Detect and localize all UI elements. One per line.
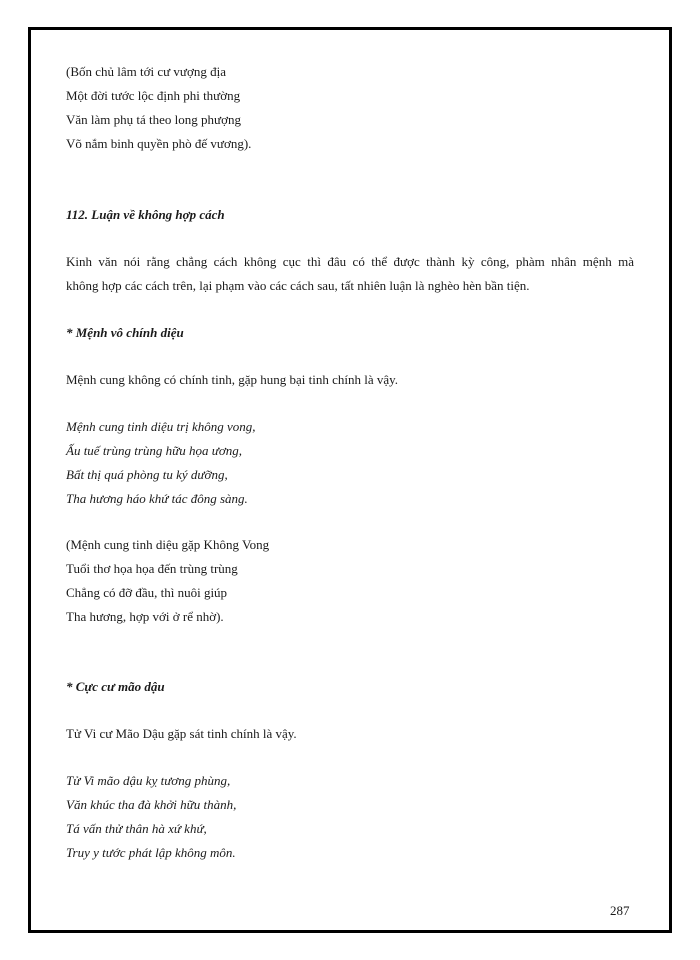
verse-line: Võ nắm binh quyền phò đế vương). bbox=[66, 136, 252, 151]
verse-line: (Bốn chủ lâm tới cư vượng địa bbox=[66, 64, 226, 79]
verse-translation-line: Tuổi thơ họa họa đến trùng trùng bbox=[66, 561, 238, 576]
verse-line: Văn làm phụ tá theo long phượng bbox=[66, 112, 241, 127]
verse-translation-line: Chẳng có đỡ đầu, thì nuôi giúp bbox=[66, 585, 228, 600]
verse-original-line: Mệnh cung tinh diệu trị không vong, bbox=[66, 419, 256, 434]
verse-original-line: Bất thị quá phòng tu ký dưỡng, bbox=[66, 467, 228, 482]
verse-original-line: Văn khúc tha đà khởi hữu thành, bbox=[66, 797, 237, 812]
section-heading: 112. Luận về không hợp cách bbox=[66, 207, 225, 222]
verse-line: Một đời tước lộc định phi thường bbox=[66, 88, 241, 103]
subsection-description: Tử Vi cư Mão Dậu gặp sát tinh chính là vậy. bbox=[66, 726, 297, 741]
verse-translation-line: Tha hương, hợp với ở rể nhờ). bbox=[66, 609, 224, 624]
verse-original-line: Truy y tước phát lập không môn. bbox=[66, 845, 236, 860]
paragraph-line: không hợp các cách trên, lại phạm vào các cách sau, tất nhiên luận là nghèo hèn bần tiện. bbox=[66, 278, 530, 293]
paragraph-line: Kinh văn nói rằng chẳng cách không cục thì đâu có thể được thành kỳ công, phàm nhân mệnh mà bbox=[66, 254, 634, 269]
verse-original-line: Tá vấn thử thân hà xứ khứ, bbox=[66, 821, 207, 836]
subsection-description: Mệnh cung không có chính tinh, gặp hung bại tinh chính là vậy. bbox=[66, 372, 399, 387]
page-number: 287 bbox=[610, 903, 630, 918]
verse-original-line: Tử Vi mão dậu kỵ tương phùng, bbox=[66, 773, 231, 788]
subsection-heading: * Mệnh vô chính diệu bbox=[66, 325, 184, 340]
verse-translation-line: (Mệnh cung tinh diệu gặp Không Vong bbox=[66, 537, 270, 552]
verse-original-line: Ấu tuế trùng trùng hữu họa ương, bbox=[66, 443, 243, 458]
verse-original-line: Tha hương háo khứ tác đông sàng. bbox=[66, 491, 248, 506]
subsection-heading: * Cực cư mão dậu bbox=[66, 679, 165, 694]
